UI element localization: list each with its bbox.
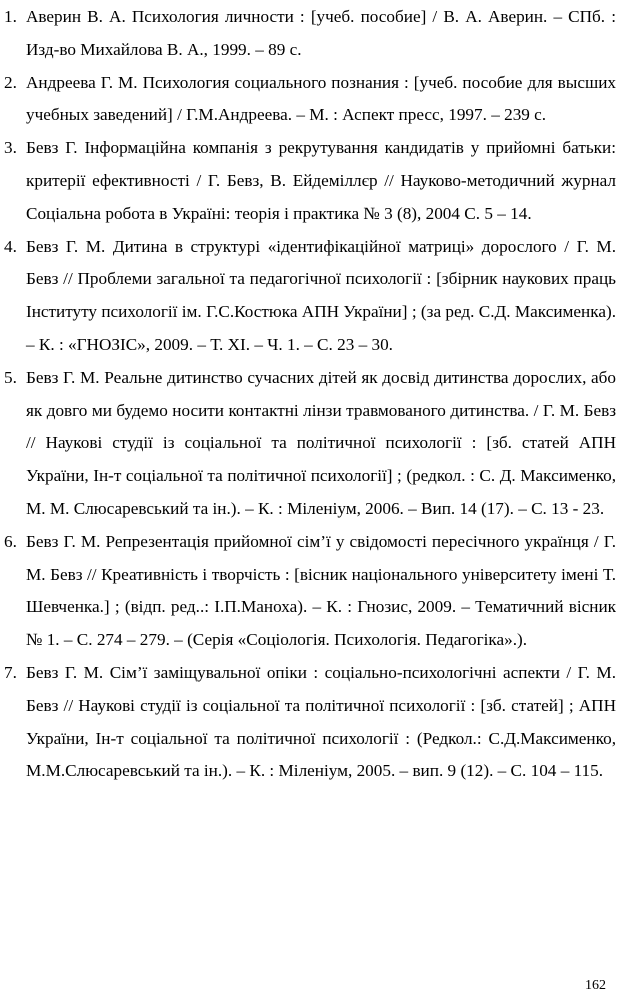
reference-text: Бевз Г. М. Дитина в структурі «ідентифікаційної матриці» дорослого / Г. М. Бевз // Проблеми загальної та педагогічної психології : [збірник наукових праць Інституту психології ім. Г.С.Костюка АПН України] ; (за ред. С.Д. Максименка). – К. : «ГНОЗІС», 2009. – Т. XI. – Ч. 1. – С. 23 – 30.: [26, 236, 616, 354]
reference-number: 2.: [4, 72, 17, 92]
reference-number: 7.: [4, 662, 17, 682]
reference-text: Бевз Г. М. Репрезентація прийомної сім’ї у свідомості пересічного українця / Г. М. Бевз // Креативність і творчість : [вісник національного університету імені Т. Шевченка.] ; (відп. ред..: І.П.Маноха). – К. : Гнозис, 2009. – Тематичний вісник № 1. – С. 274 – 279. – (Серія «Соціологія. Психологія. Педагогіка».).: [26, 531, 616, 650]
reference-number: 6.: [4, 531, 17, 551]
reference-item-3: [4, 132, 616, 230]
reference-text: Бевз Г. Інформаційна компанія з рекрутування кандидатів у прийомні батьки: критерії ефективності / Г. Бевз, В. Ейдеміллєр // Науково-методичний журнал Соціальна робота в Україні: теорія і практика № 3 (8), 2004 С. 5 – 14.: [26, 138, 616, 223]
reference-number: 5.: [4, 367, 17, 387]
reference-text: Бевз Г. М. Сім’ї заміщувальної опіки : соціально-психологічні аспекти / Г. М. Бевз // Наукові студії із соціальної та політичної психології : [зб. статей] ; АПН України, Ін-т соціальної та політичної психології : (Редкол.: С.Д.Максименко, М.М.Слюсаревський та ін.). – К. : Міленіум, 2005. – вип. 9 (12). – С. 104 – 115.: [26, 662, 616, 781]
reference-item-6: [4, 526, 616, 657]
reference-number: 1.: [4, 7, 17, 26]
reference-number: 3.: [4, 138, 17, 158]
reference-item-2: [4, 67, 616, 133]
reference-text: Андреева Г. М. Психология социального познания : [учеб. пособие для высших учебных заведений] / Г.М.Андреева. – М. : Аспект пресс, 1997. – 239 с.: [26, 72, 616, 125]
reference-item-1: [4, 1, 616, 67]
page-number: 162: [585, 978, 606, 993]
reference-number: 4.: [4, 236, 17, 256]
reference-text: Аверин В. А. Психология личности : [учеб. пособие] / В. А. Аверин. – СПб. : Изд-во Михайлова В. А., 1999. – 89 с.: [26, 7, 616, 59]
reference-list: [4, 1, 616, 788]
reference-item-4: [4, 231, 616, 362]
reference-item-5: [4, 362, 616, 526]
reference-text: Бевз Г. М. Реальне дитинство сучасних дітей як досвід дитинства дорослих, або як довго ми будемо носити контактні лінзи травмованого дитинства. / Г. М. Бевз // Наукові студії із соціальної та політичної психології : [зб. статей АПН України, Ін-т соціальної та політичної психології] ; (редкол. : С. Д. Максименко, М. М. Слюсаревський та ін.). – К. : Міленіум, 2006. – Вип. 14 (17). – С. 13 - 23.: [26, 367, 616, 518]
reference-item-7: [4, 657, 616, 788]
